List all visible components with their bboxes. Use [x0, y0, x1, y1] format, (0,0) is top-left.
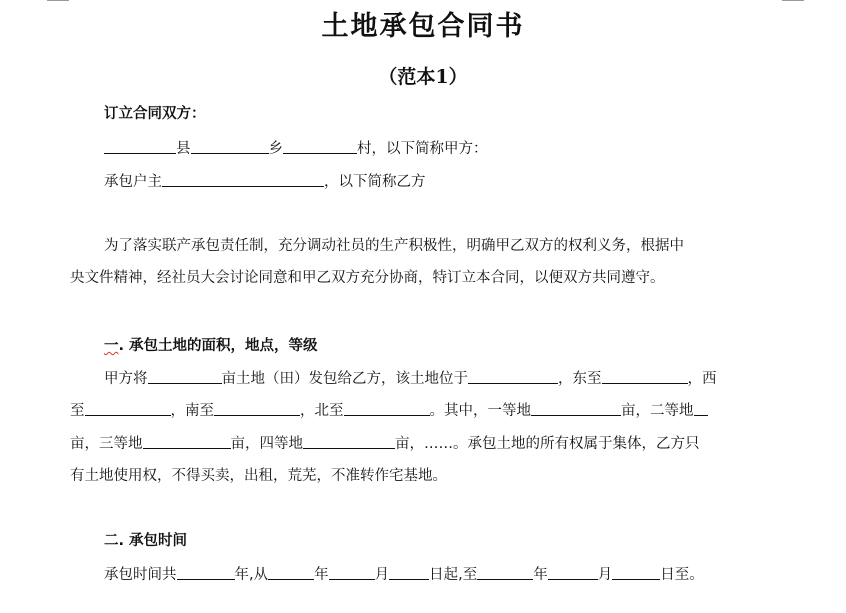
- page-corner-mark-right: [782, 0, 804, 1]
- section1-line-4: 有土地使用权，不得买卖，出租，荒芜，不准转作宅基地。: [70, 468, 447, 484]
- blank-east-boundary[interactable]: [602, 369, 688, 384]
- document-title: 土地承包合同书: [321, 11, 525, 42]
- section1-number: 一: [104, 338, 119, 354]
- party-b-line: [104, 172, 426, 192]
- blank-term-years[interactable]: [177, 565, 235, 580]
- text: 亩，四等地: [230, 436, 303, 452]
- text: 亩，……。承包土地的所有权属于集体，乙方只: [395, 436, 700, 452]
- blank-start-month[interactable]: [329, 565, 375, 580]
- text: 。其中，一等地: [429, 403, 531, 419]
- text: ，南至: [170, 403, 214, 419]
- section2-heading: 二. 承包时间: [104, 533, 188, 549]
- text: 亩，三等地: [70, 436, 143, 452]
- blank-north-boundary[interactable]: [344, 401, 430, 416]
- blank-end-year[interactable]: [477, 565, 533, 580]
- section1-title: . 承包土地的面积，地点，等级: [118, 338, 318, 354]
- text: 日起,至: [429, 567, 478, 583]
- text: 年: [314, 567, 329, 583]
- text: 亩，二等地: [621, 403, 694, 419]
- label-village: 村，以下简称甲方：: [357, 141, 488, 157]
- blank-grade3-mu[interactable]: [143, 434, 231, 449]
- blank-start-day[interactable]: [389, 565, 429, 580]
- text: ，西: [687, 371, 717, 387]
- text: 甲方将: [104, 371, 148, 387]
- label-contractor-tail: ，以下简称乙方: [324, 174, 426, 190]
- text: ，东至: [558, 371, 602, 387]
- text: 年,从: [234, 567, 269, 583]
- intro-line-2: 央文件精神，经社员大会讨论同意和甲乙双方充分协商，特订立本合同，以便双方共同遵守。: [70, 270, 665, 286]
- section1-line-3: [70, 434, 700, 454]
- text: ，北至: [300, 403, 344, 419]
- text: 亩土地（田）发包给乙方，该土地位于: [221, 371, 468, 387]
- parties-heading: 订立合同双方：: [104, 106, 206, 122]
- text: 月: [597, 567, 613, 583]
- label-contractor: 承包户主: [104, 174, 162, 190]
- blank-contractor-name[interactable]: [162, 172, 324, 187]
- blank-county[interactable]: [104, 139, 176, 154]
- text: 日至。: [660, 567, 704, 583]
- section1-line-2: [70, 401, 708, 421]
- blank-south-boundary[interactable]: [214, 401, 300, 416]
- text: 至: [70, 403, 85, 419]
- text: 月: [374, 567, 390, 583]
- document-subtitle: （范本1）: [378, 66, 468, 88]
- text: 年: [533, 567, 548, 583]
- label-township: 乡: [268, 141, 283, 157]
- blank-west-boundary[interactable]: [85, 401, 171, 416]
- blank-start-year[interactable]: [268, 565, 314, 580]
- label-county: 县: [176, 141, 191, 157]
- section2-line-1: [104, 565, 704, 585]
- blank-end-month[interactable]: [548, 565, 598, 580]
- blank-end-day[interactable]: [612, 565, 660, 580]
- section1-heading: [104, 336, 318, 356]
- blank-township[interactable]: [191, 139, 269, 154]
- blank-grade2-mu[interactable]: [694, 401, 708, 416]
- blank-grade1-mu[interactable]: [531, 401, 621, 416]
- text: 承包时间共: [104, 567, 177, 583]
- party-a-line: [104, 139, 488, 159]
- intro-line-1: 为了落实联产承包责任制，充分调动社员的生产积极性，明确甲乙双方的权利义务，根据中: [104, 238, 684, 254]
- section1-line-1: [104, 369, 717, 389]
- blank-area-mu[interactable]: [148, 369, 222, 384]
- blank-location[interactable]: [468, 369, 558, 384]
- blank-village[interactable]: [283, 139, 357, 154]
- page-corner-mark-left: [47, 0, 69, 1]
- blank-grade4-mu[interactable]: [303, 434, 395, 449]
